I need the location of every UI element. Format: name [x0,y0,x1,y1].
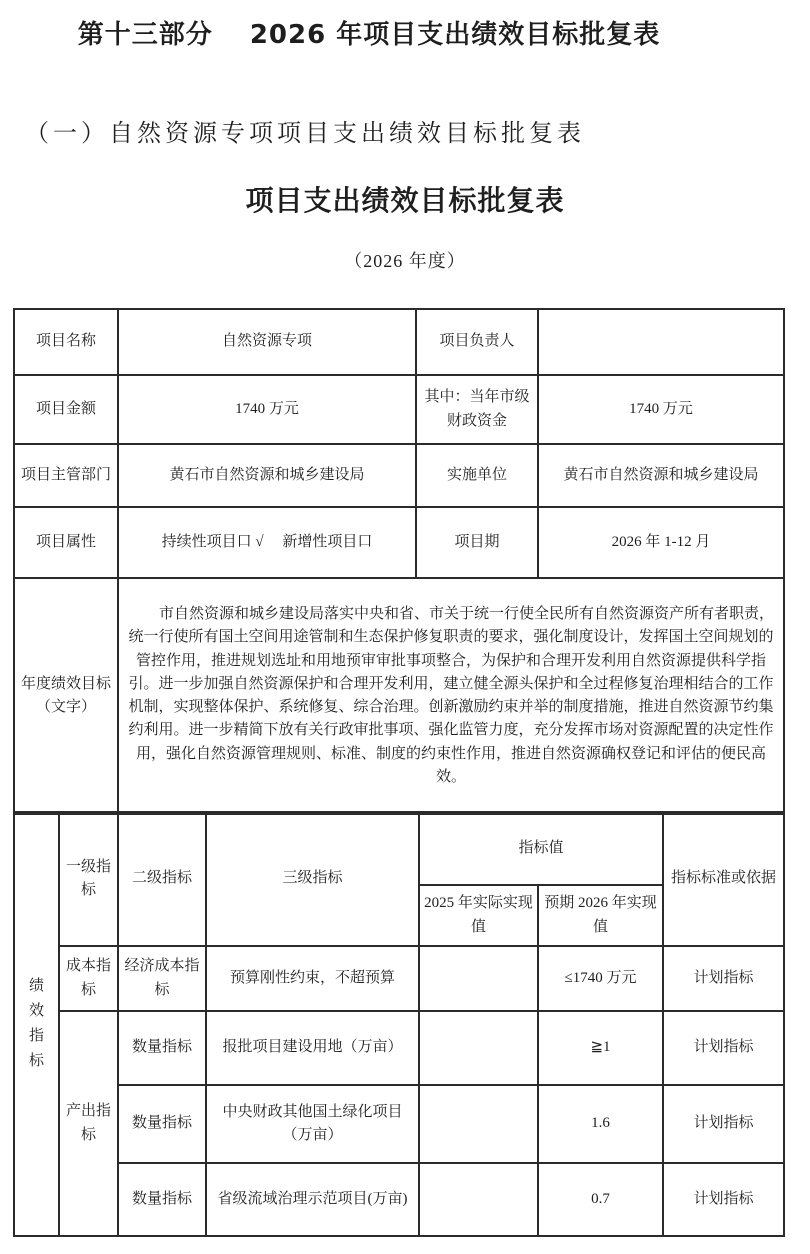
project-leader-label: 项目负责人 [416,309,538,375]
indicator-value-2026: ≤1740 万元 [538,946,663,1011]
indicator-value-2026: 0.7 [538,1163,663,1236]
indicator-standard: 计划指标 [663,946,784,1011]
section-title: 第十三部分 2026 年项目支出绩效目标批复表 [77,20,661,50]
table-row [14,578,784,814]
project-amount-label: 项目金额 [14,375,118,444]
indicator-value-2025 [419,1085,538,1163]
indicator-value-2025 [419,1163,538,1236]
project-period-label: 项目期 [416,507,538,578]
table-row [14,444,784,507]
indicator-row [14,1163,784,1236]
indicator-value-2026: ≧1 [538,1011,663,1085]
subsection-title: （一）自然资源专项项目支出绩效目标批复表 [25,121,585,147]
project-name-value: 自然资源专项 [118,309,416,375]
indicator-row [14,1085,784,1163]
indicator-level3: 预算刚性约束，不超预算 [206,946,419,1011]
indicator-row [14,1011,784,1085]
indicator-level2: 数量指标 [118,1163,206,1236]
indicator-value-2026: 1.6 [538,1085,663,1163]
performance-indicator-side-label [14,812,59,1236]
implementing-unit-label: 实施单位 [416,444,538,507]
level1-header: 一级指标 [59,812,118,946]
annual-target-text: 市自然资源和城乡建设局落实中央和省、市关于统一行使全民所有自然资源资产所有者职责，统一行使所有国土空间用途管制和生态保护修复职责的要求，强化制度设计，发挥国土空间规划的管控作用，推进规划选址和用地预审审批事项整合，为保护和合理开发利用自然资源提供科学指引。进一步加强自然资源保护和合理开发利用，建立健全源头保护和全过程修复治理相结合的工作机制，实现整体保护、系统修复、综合治理。创新激励约束并举的制度措施，推进自然资源节约集约利用。进一步精简下放有关行政审批事项、强化监管力度，充分发挥市场对资源配置的决定性作用，强化自然资源管理规则、标准、制度的约束性作用，推进自然资源确权登记和评估的便民高效。 [118,578,784,814]
table-year: （2026 年度） [344,251,466,271]
indicator-level3: 报批项目建设用地（万亩） [206,1011,419,1085]
project-attribute-label: 项目属性 [14,507,118,578]
indicator-level2: 数量指标 [118,1085,206,1163]
table-row [14,507,784,578]
indicator-row [14,946,784,1011]
project-info-table [13,308,785,815]
project-attribute-value: 持续性项目口 √ 新增性项目口 [118,507,416,578]
indicator-level1: 成本指标 [59,946,118,1011]
project-period-value: 2026 年 1-12 月 [538,507,784,578]
competent-department-label: 项目主管部门 [14,444,118,507]
indicator-value-header: 指标值 [419,812,663,885]
project-leader-value [538,309,784,375]
indicator-level3: 省级流域治理示范项目(万亩) [206,1163,419,1236]
indicator-level2: 数量指标 [118,1011,206,1085]
annual-target-label: 年度绩效目标（文字） [14,578,118,814]
municipal-funds-label: 其中：当年市级财政资金 [416,375,538,444]
table-header-row [14,812,784,885]
level3-header: 三级指标 [206,812,419,946]
indicator-value-2025 [419,1011,538,1085]
performance-indicator-table [13,811,785,1237]
competent-department-value: 黄石市自然资源和城乡建设局 [118,444,416,507]
table-row [14,375,784,444]
indicator-standard: 计划指标 [663,1163,784,1236]
indicator-level2: 经济成本指标 [118,946,206,1011]
project-amount-value: 1740 万元 [118,375,416,444]
project-name-label: 项目名称 [14,309,118,375]
indicator-level3: 中央财政其他国土绿化项目（万亩） [206,1085,419,1163]
indicator-standard: 计划指标 [663,1085,784,1163]
indicator-level1: 产出指标 [59,1011,118,1236]
table-row [14,309,784,375]
value-2026-header: 预期 2026 年实现值 [538,885,663,946]
level2-header: 二级指标 [118,812,206,946]
standard-header: 指标标准或依据 [663,812,784,946]
table-title: 项目支出绩效目标批复表 [245,184,565,217]
municipal-funds-value: 1740 万元 [538,375,784,444]
indicator-value-2025 [419,946,538,1011]
value-2025-header: 2025 年实际实现值 [419,885,538,946]
indicator-standard: 计划指标 [663,1011,784,1085]
implementing-unit-value: 黄石市自然资源和城乡建设局 [538,444,784,507]
side-label-text: 绩效指标 [29,978,45,1069]
